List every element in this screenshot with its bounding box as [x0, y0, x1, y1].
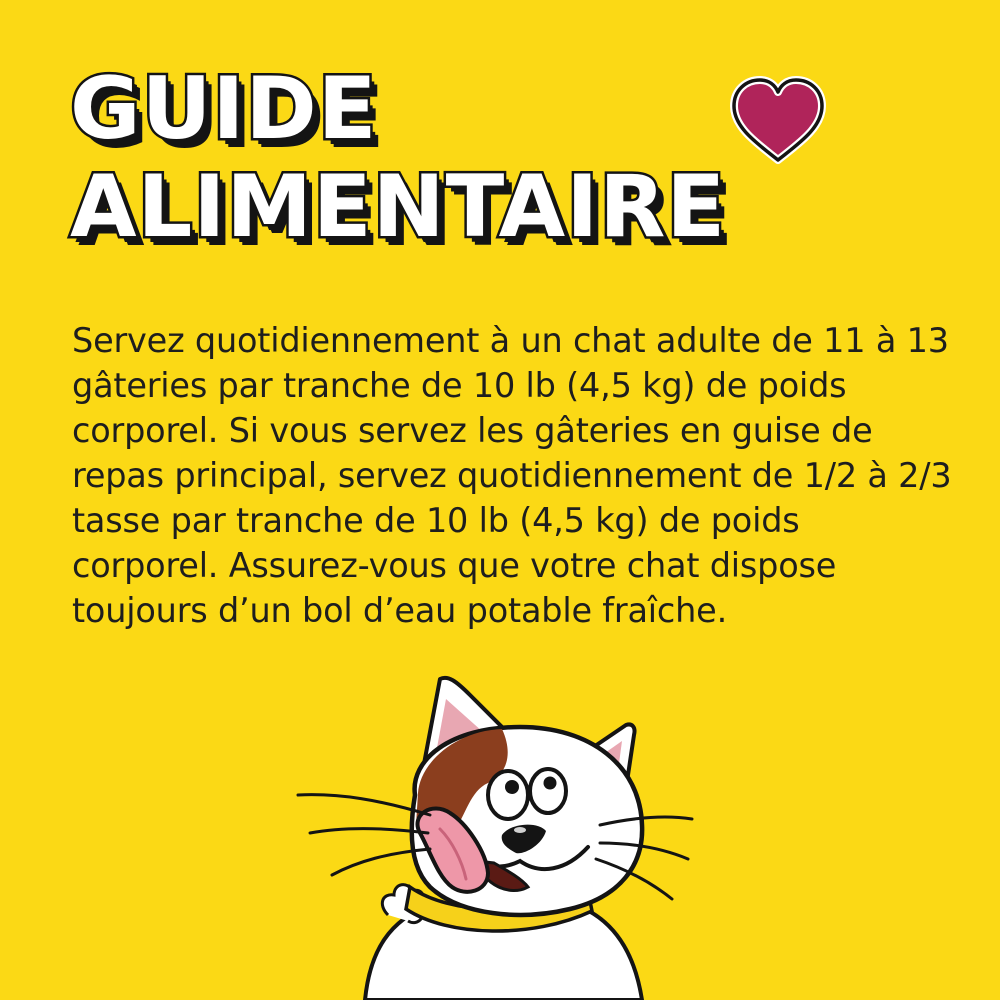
cartoon-cat-mascot — [270, 665, 700, 1000]
feeding-instructions: Servez quotidiennement à un chat adulte de 11 à 13 gâteries par tranche de 10 lb (4,5 kg) de poids corporel. Si vous servez les gâteries en guise de repas principal, servez quotidiennement de 1/2 à 2/3 tasse par tranche de 10 lb (4,5 kg) de poids corporel. Assurez-vous que votre chat dispose toujours d’un bol d’eau potable fraîche. — [72, 321, 952, 630]
page-title-line-1: GUIDE — [70, 59, 378, 159]
page-title-line-2: ALIMENTAIRE — [70, 157, 727, 257]
heart-icon — [728, 74, 828, 166]
